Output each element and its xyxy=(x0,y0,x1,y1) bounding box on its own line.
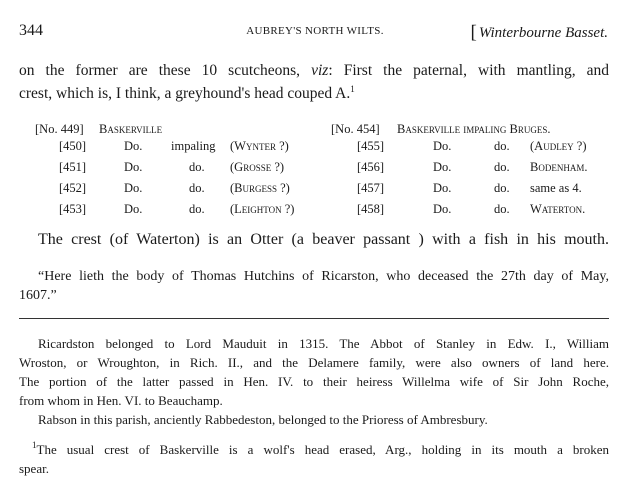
history-line-4: from whom in Hen. VI. to Beauchamp. xyxy=(19,393,223,408)
intro-line-2-text: crest, which is, I think, a greyhound's head couped A. xyxy=(19,85,351,102)
intro-line-1-b: : First the paternal, with mantling, and xyxy=(328,62,610,79)
right-row-name: (Audley ?) xyxy=(530,139,587,153)
left-row-num: [452] xyxy=(59,181,87,195)
footnote-marker: 1 xyxy=(32,440,37,450)
history-line-3: The portion of the latter passed in Hen. IV. to their heiress Willelma wife of Sir John Roche, xyxy=(19,374,609,389)
left-row-num: [451] xyxy=(59,160,87,174)
intro-viz: viz xyxy=(311,62,329,79)
footnote-text-1: The usual crest of Baskerville is a wolf's head erased, Arg., holding in its mouth a broken xyxy=(36,442,609,457)
left-row-name: (Wynter ?) xyxy=(230,139,289,153)
right-row-name: Waterton. xyxy=(530,202,586,216)
right-row-num: [456] xyxy=(357,160,385,174)
page-header xyxy=(0,22,630,42)
epitaph-line-2: 1607.” xyxy=(19,288,57,303)
left-row-impaling: do. xyxy=(189,181,205,195)
footnote-line-1 xyxy=(32,442,609,458)
right-row-impaling: do. xyxy=(494,181,510,195)
epitaph-line-1: “Here lieth the body of Thomas Hutchins of Ricarston, who deceased the 27th day of May, xyxy=(38,269,609,284)
right-row-impaling: do. xyxy=(494,139,510,153)
left-row-do: Do. xyxy=(124,139,143,153)
left-row-impaling: do. xyxy=(189,160,205,174)
right-row-num: [458] xyxy=(357,202,385,216)
right-row-name: same as 4. xyxy=(530,181,582,195)
left-heading-num: [No. 449] xyxy=(35,122,84,136)
intro-line-1-a: on the former are these 10 scutcheons, xyxy=(19,62,301,79)
section-bracket: [ xyxy=(470,22,477,43)
left-row-do: Do. xyxy=(124,202,143,216)
left-row-name: (Grosse ?) xyxy=(230,160,285,174)
left-row-name: (Burgess ?) xyxy=(230,181,290,195)
left-row-do: Do. xyxy=(124,181,143,195)
left-row-name: (Leighton ?) xyxy=(230,202,295,216)
page-number: 344 xyxy=(19,22,43,39)
right-row-do: Do. xyxy=(433,202,452,216)
history-line-1: Ricardston belonged to Lord Mauduit in 1315. The Abbot of Stanley in Edw. I., William xyxy=(38,336,609,351)
crest-line: The crest (of Waterton) is an Otter (a beaver passant ) with a fish in his mouth. xyxy=(38,231,609,248)
section-title-text: Winterbourne Basset. xyxy=(478,25,608,41)
history-line-2: Wroston, or Wroughton, in Rich. II., and the Delamere family, were also owners of land here. xyxy=(19,355,609,370)
right-heading-name: Baskerville impaling Bruges. xyxy=(397,122,551,136)
left-row-do: Do. xyxy=(124,160,143,174)
left-row-num: [453] xyxy=(59,202,87,216)
right-row-do: Do. xyxy=(433,181,452,195)
right-row-do: Do. xyxy=(433,160,452,174)
right-row-do: Do. xyxy=(433,139,452,153)
left-row-impaling: do. xyxy=(189,202,205,216)
right-row-impaling: do. xyxy=(494,202,510,216)
left-row-num: [450] xyxy=(59,139,87,153)
right-row-impaling: do. xyxy=(494,160,510,174)
intro-line-1 xyxy=(19,62,609,80)
running-title: AUBREY'S NORTH WILTS. xyxy=(246,25,384,37)
right-heading-num: [No. 454] xyxy=(331,122,380,136)
right-row-num: [455] xyxy=(357,139,385,153)
footnote-line-2: spear. xyxy=(19,461,49,476)
section-title xyxy=(471,22,608,44)
footnote-ref: 1 xyxy=(350,84,355,94)
section-divider xyxy=(19,318,609,319)
history-line-5: Rabson in this parish, anciently Rabbedeston, belonged to the Prioress of Ambresbury. xyxy=(38,412,488,427)
right-row-num: [457] xyxy=(357,181,385,195)
intro-line-2 xyxy=(19,85,609,103)
left-row-impaling: impaling xyxy=(171,139,216,153)
left-heading-name: Baskerville xyxy=(99,122,163,136)
right-row-name: Bodenham. xyxy=(530,160,588,174)
